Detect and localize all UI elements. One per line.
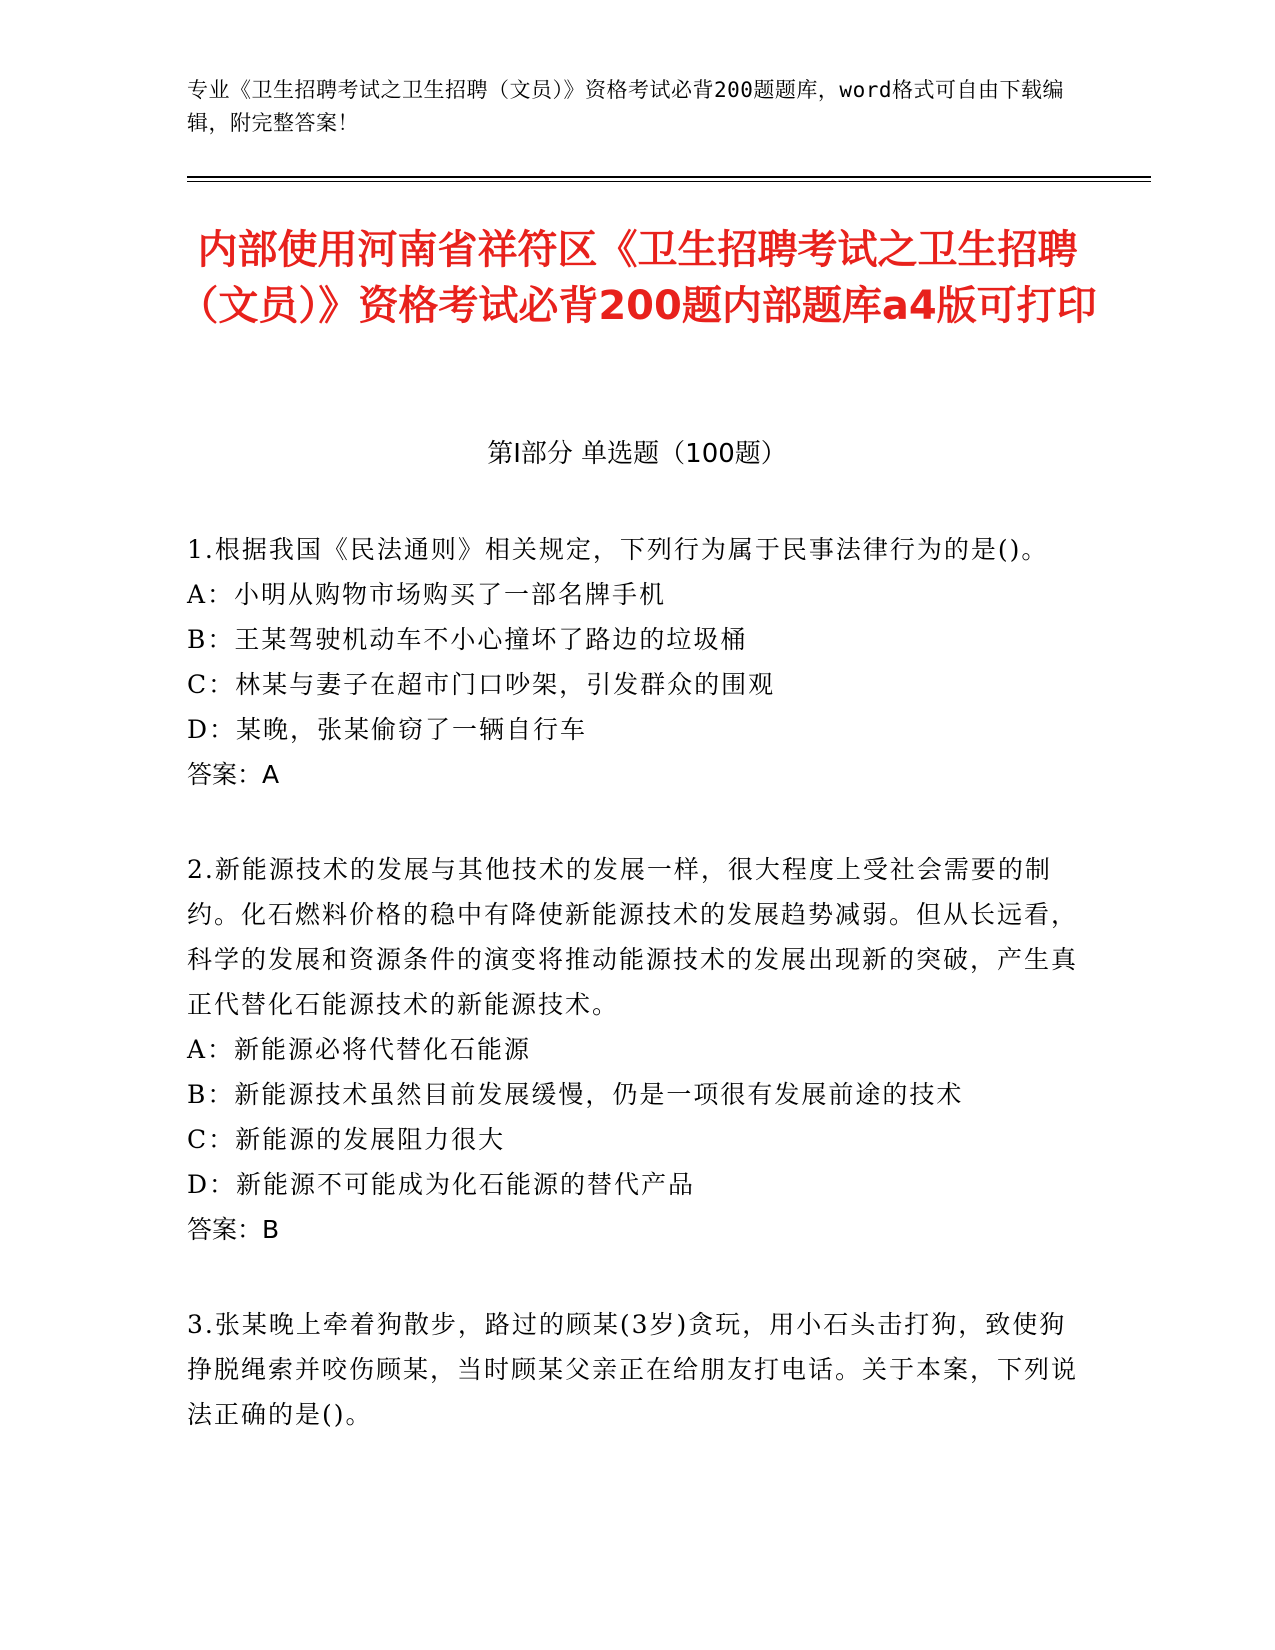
option-d: D：新能源不可能成为化石能源的替代产品 (187, 1170, 696, 1199)
question-1 (187, 527, 1087, 797)
question-2 (187, 847, 1087, 1252)
option-c: C：林某与妻子在超市门口吵架，引发群众的围观 (187, 670, 776, 699)
header-divider-thin (187, 181, 1151, 182)
question-stem: 3.张某晚上牵着狗散步，路过的顾某(3岁)贪玩，用小石头击打狗，致使狗挣脱绳索并咬伤顾某，当时顾某父亲正在给朋友打电话。关于本案，下列说法正确的是()。 (187, 1310, 1079, 1429)
option-d: D：某晚，张某偷窃了一辆自行车 (187, 715, 588, 744)
option-b: B：新能源技术虽然目前发展缓慢，仍是一项很有发展前途的技术 (187, 1080, 964, 1109)
section-title: 第Ⅰ部分 单选题（100题） (487, 439, 787, 469)
document-title: 内部使用河南省祥符区《卫生招聘考试之卫生招聘（文员）》资格考试必背200题内部题库a4版可打印 (178, 227, 1097, 329)
answer: 答案：B (187, 1215, 280, 1244)
question-stem: 2.新能源技术的发展与其他技术的发展一样，很大程度上受社会需要的制约。化石燃料价格的稳中有降使新能源技术的发展趋势减弱。但从长远看，科学的发展和资源条件的演变将推动能源技术的发展出现新的突破，产生真正代替化石能源技术的新能源技术。 (187, 855, 1079, 1019)
option-a: A：小明从购物市场购买了一部名牌手机 (187, 580, 667, 609)
answer: 答案：A (187, 760, 280, 789)
option-c: C：新能源的发展阻力很大 (187, 1125, 506, 1154)
question-list (187, 527, 1087, 1487)
option-a: A：新能源必将代替化石能源 (187, 1035, 532, 1064)
question-3 (187, 1302, 1087, 1437)
question-stem: 1.根据我国《民法通则》相关规定，下列行为属于民事法律行为的是()。 (187, 535, 1049, 564)
option-b: B：王某驾驶机动车不小心撞坏了路边的垃圾桶 (187, 625, 748, 654)
header-divider-thick (187, 176, 1151, 178)
header-note: 专业《卫生招聘考试之卫生招聘（文员）》资格考试必背200题题库，word格式可自由下载编辑，附完整答案！ (187, 78, 1064, 135)
